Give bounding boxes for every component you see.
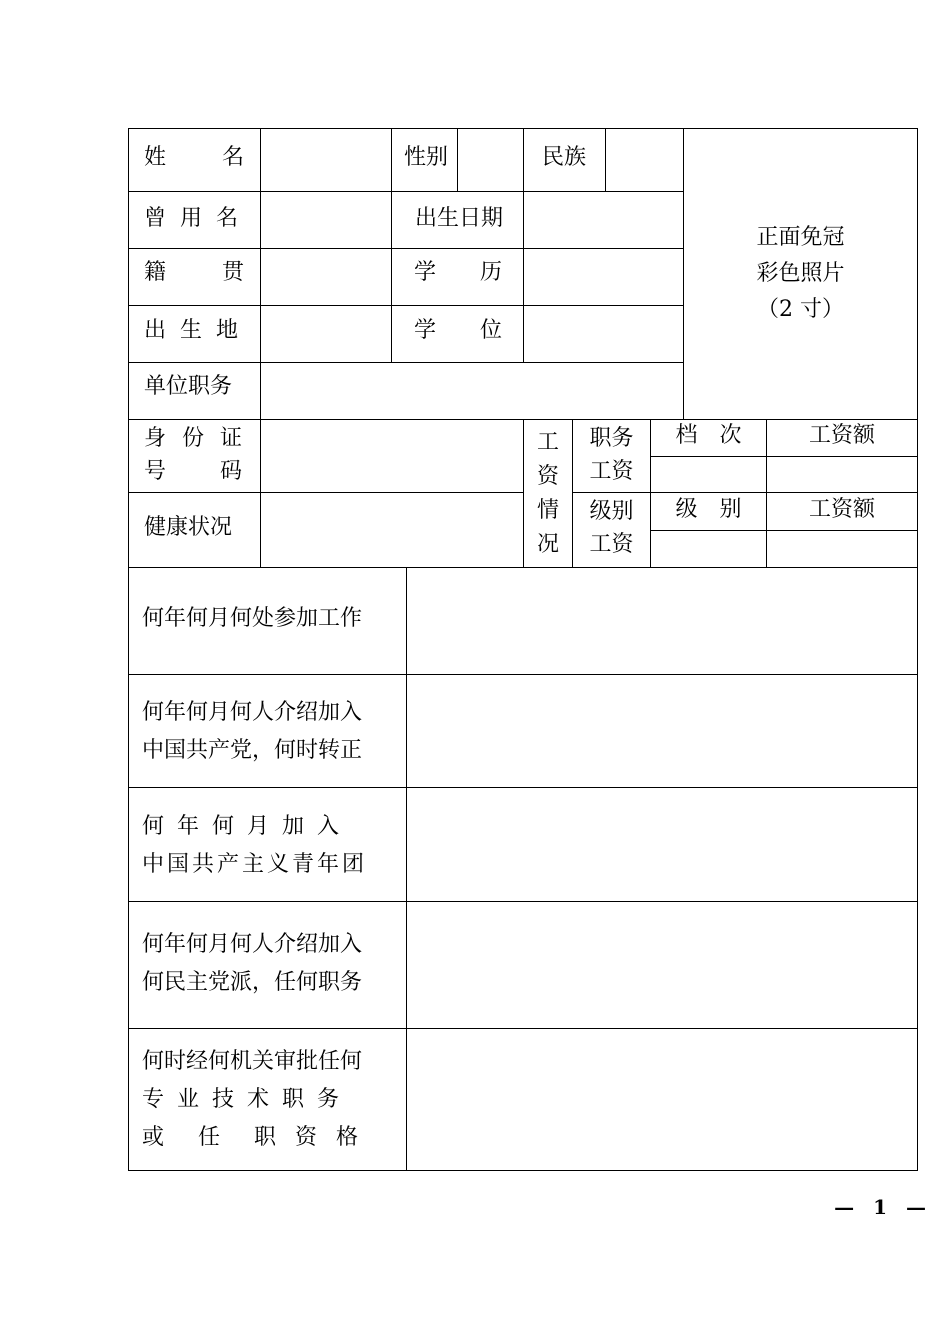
label-char: 份 xyxy=(181,426,204,451)
label-char: 用 xyxy=(179,206,202,231)
label-char: 码 xyxy=(219,459,242,484)
label-char: 贯 xyxy=(221,260,244,285)
health-input[interactable] xyxy=(261,493,523,567)
grade-salary-label: 级别 工资 xyxy=(589,499,634,557)
label-char: 证 xyxy=(219,426,242,451)
level-label: 级 别 xyxy=(675,497,742,522)
league-join-label xyxy=(142,808,394,884)
gender-label: 性别 xyxy=(404,145,449,170)
tech-title-line-3: 或 任 职 资 格 xyxy=(142,1125,364,1150)
page-number: — 1 — xyxy=(834,1195,932,1219)
post-amount-input[interactable] xyxy=(767,457,917,492)
health-label: 健康状况 xyxy=(144,515,233,540)
label-char: 地 xyxy=(215,318,238,343)
amount-label-2: 工资额 xyxy=(808,497,875,522)
birth-date-input[interactable] xyxy=(524,192,683,248)
gender-input[interactable] xyxy=(458,129,523,191)
work-start-input[interactable] xyxy=(407,568,917,674)
education-input[interactable] xyxy=(524,249,683,305)
id-number-label-line xyxy=(144,422,242,455)
tier-input[interactable] xyxy=(651,457,766,492)
league-join-line-1: 何 年 何 月 加 入 xyxy=(142,814,342,839)
unit-position-input[interactable] xyxy=(261,363,683,419)
col-mid-left xyxy=(391,128,392,362)
former-name-label xyxy=(144,205,238,233)
league-join-line-2: 中国共产主义青年团 xyxy=(142,852,368,877)
birth-date-label: 出生日期 xyxy=(415,206,504,231)
label-char: 名 xyxy=(215,206,238,231)
name-label xyxy=(144,144,244,172)
label-char: 历 xyxy=(479,260,502,285)
label-char: 学 xyxy=(414,318,437,343)
salary-label: 工 资 情 况 xyxy=(536,430,559,557)
border-right xyxy=(917,128,918,1171)
border-bottom xyxy=(128,1170,918,1171)
grade-amount-input[interactable] xyxy=(767,531,917,567)
birthplace-input[interactable] xyxy=(261,306,391,362)
id-number-input[interactable] xyxy=(261,420,523,492)
level-input[interactable] xyxy=(651,531,766,567)
tier-label: 档 次 xyxy=(675,423,742,448)
democratic-party-input[interactable] xyxy=(407,902,917,1028)
label-char: 籍 xyxy=(144,260,167,285)
birthplace-label xyxy=(144,317,238,345)
ethnicity-label: 民族 xyxy=(542,145,587,170)
label-char: 生 xyxy=(179,318,202,343)
native-place-input[interactable] xyxy=(261,249,391,305)
label-char: 出 xyxy=(144,318,167,343)
native-place-label xyxy=(144,259,244,287)
party-join-input[interactable] xyxy=(407,675,917,787)
former-name-input[interactable] xyxy=(261,192,391,248)
label-char: 名 xyxy=(221,145,244,170)
post-salary-label: 职务 工资 xyxy=(589,426,634,484)
party-join-label: 何年何月何人介绍加入 中国共产党，何时转正 xyxy=(142,700,363,763)
degree-label xyxy=(414,317,502,345)
registration-form xyxy=(128,128,918,1171)
tech-title-input[interactable] xyxy=(407,1029,917,1170)
unit-position-label: 单位职务 xyxy=(144,374,233,399)
tech-title-line-1: 何时经何机关审批任何 xyxy=(142,1049,363,1074)
id-number-label xyxy=(144,422,242,488)
label-char: 位 xyxy=(479,318,502,343)
id-number-label-line xyxy=(144,455,242,488)
tech-title-label xyxy=(142,1043,398,1157)
tech-title-line-2: 专 业 技 术 职 务 xyxy=(142,1087,342,1112)
rule-salary-mid xyxy=(572,492,918,493)
label-char: 身 xyxy=(144,426,167,451)
education-label xyxy=(414,259,502,287)
label-char: 姓 xyxy=(144,145,167,170)
name-input[interactable] xyxy=(261,129,391,191)
amount-label-1: 工资额 xyxy=(808,423,875,448)
league-join-input[interactable] xyxy=(407,788,917,901)
photo-placeholder[interactable]: 正面免冠 彩色照片 （2 寸） xyxy=(756,225,845,322)
label-char: 曾 xyxy=(144,206,167,231)
label-char: 学 xyxy=(414,260,437,285)
border-left xyxy=(128,128,129,1171)
degree-input[interactable] xyxy=(524,306,683,362)
democratic-party-label: 何年何月何人介绍加入 何民主党派，任何职务 xyxy=(142,932,363,995)
label-char: 号 xyxy=(144,459,167,484)
work-start-label: 何年何月何处参加工作 xyxy=(142,606,363,631)
ethnicity-input[interactable] xyxy=(606,129,683,191)
